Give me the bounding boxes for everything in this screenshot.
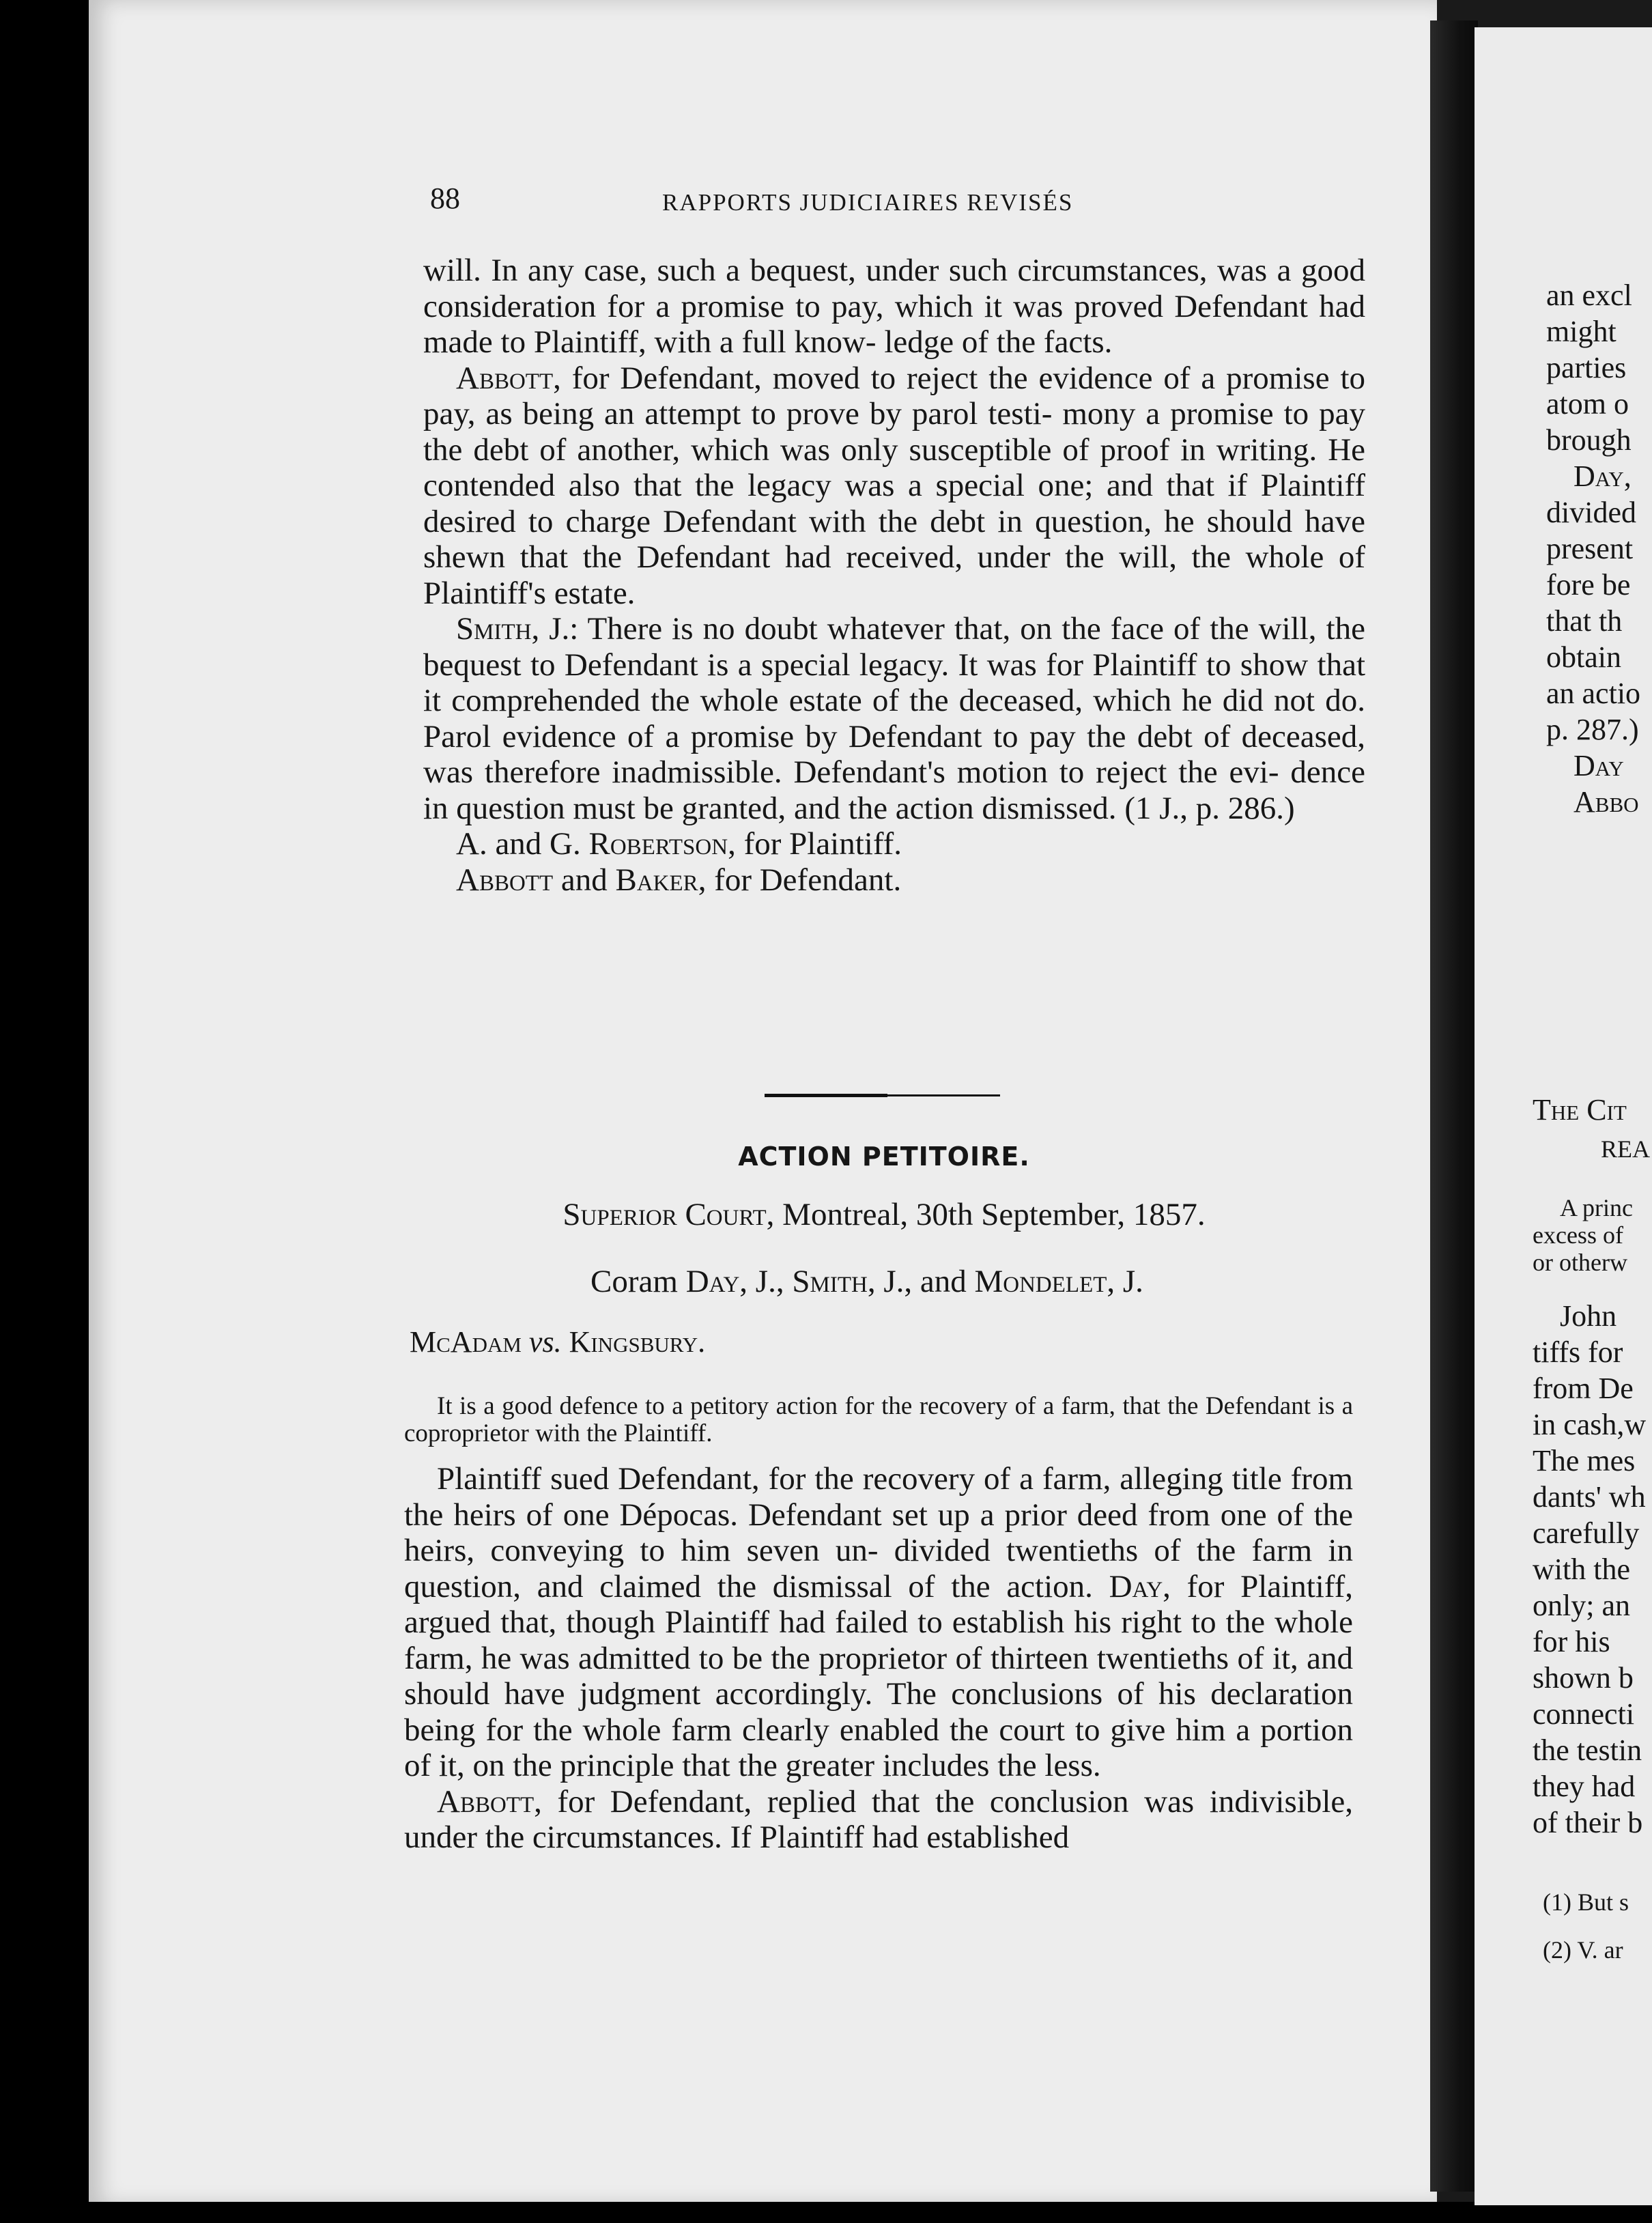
coram-line: Coram Day, J., Smith, J., and Mondelet, J. [590, 1264, 1143, 1299]
np-line: carefully [1533, 1516, 1640, 1550]
np-line: brough [1546, 423, 1632, 457]
np-line: excess of [1533, 1221, 1623, 1249]
np-line: shown b [1533, 1661, 1634, 1695]
np-line: an excl [1546, 279, 1632, 312]
np-line: they had [1533, 1770, 1636, 1803]
np-line: might [1546, 315, 1617, 348]
plaintiff-paragraph: Plaintiff sued Defendant, for the recovery of a farm, alleging title from the heirs of one Dépocas. Defendant set up a prior deed from one of the heirs, conveying to him seven un- divided twentieths of the farm in question, and claimed the dismissal of the action. Day, for Plaintiff, argued that, though Plaintiff had failed to establish his right to the whole farm, he was admitted to be the proprietor of thirteen twentieths of it, and should have judgment accordingly. The conclusions of his declaration being for the whole farm clearly enabled the court to give him a portion of it, on the principle that the greater includes the less. [404, 1461, 1354, 1783]
np-line: p. 287.) [1546, 713, 1639, 746]
np-line: Day, [1573, 459, 1632, 493]
np-line: an actio [1546, 677, 1641, 710]
scan-left-margin [0, 0, 89, 2223]
np-line: parties [1546, 351, 1627, 384]
np-line: in cash,w [1533, 1408, 1647, 1441]
np-line: with the [1533, 1553, 1630, 1586]
np-line: that th [1546, 604, 1623, 638]
case-parties: McAdam vs. Kingsbury. [410, 1325, 706, 1359]
counsel-plaintiff: A. and G. Robertson, for Plaintiff. [456, 826, 902, 862]
page-number: 88 [430, 182, 460, 215]
headnote: It is a good defence to a petitory action for the recovery of a farm, that the Defendant is a coproprietor with the Plaintiff. [404, 1392, 1354, 1447]
smith-judgment-paragraph: Smith, J.: There is no doubt whatever that, on the face of the will, the bequest to Defendant is a special legacy. It was for Plaintiff to show that it comprehended the whole estate of the deceased, which he did not do. Parol evidence of a promise by Defendant to pay the debt of deceased, was therefore inadmissible. Defendant's motion to reject the evi- dence in question must be granted, and the action dismissed. (1 J., p. 286.) [423, 611, 1366, 826]
continuation-paragraph: will. In any case, such a bequest, under such circumstances, was a good consideration for a promise to pay, which it was proved Defendant had made to Plaintiff, with a full know- ledge of the facts. [423, 253, 1366, 360]
np-line: John [1560, 1299, 1617, 1333]
body-text-top [423, 253, 1365, 898]
np-line: present [1546, 532, 1634, 565]
np-line: The mes [1533, 1444, 1636, 1477]
np-line: only; an [1533, 1589, 1630, 1622]
np-line: Abbo [1573, 785, 1639, 819]
np-line: or otherw [1533, 1249, 1627, 1276]
abbott-paragraph: Abbott, for Defendant, moved to reject the evidence of a promise to pay, as being an attempt to prove by parol testi- mony a promise to pay the debt of another, which was only susceptible of proof in writing. He contended also that the legacy was a special one; and that if Plaintiff desired to charge Defendant with the debt in question, he should have shewn that the Defendant had received, under the will, the whole of Plaintiff's estate. [423, 360, 1366, 611]
section-divider-thick [765, 1094, 887, 1097]
counsel-defendant: Abbott and Baker, for Defendant. [456, 862, 902, 898]
np-line: for his [1533, 1625, 1610, 1658]
np-footnote: (2) V. ar [1543, 1936, 1623, 1964]
running-head: RAPPORTS JUDICIAIRES REVISÉS [662, 189, 1074, 216]
np-line: fore be [1546, 568, 1631, 601]
np-line: REA [1601, 1135, 1650, 1163]
body-text-bottom [404, 1461, 1353, 1856]
np-line: obtain [1546, 640, 1621, 674]
np-line: A princ [1560, 1194, 1633, 1221]
page-gutter [1430, 20, 1478, 2192]
abbott-reply-paragraph: Abbott, for Defendant, replied that the conclusion was indivisible, under the circumstances. If Plaintiff had established [404, 1783, 1354, 1855]
np-line: divided [1546, 496, 1636, 529]
np-line: tiffs for [1533, 1335, 1623, 1369]
court-line: Superior Court, Montreal, 30th September, 1857. [562, 1197, 1206, 1232]
np-line: from De [1533, 1372, 1634, 1405]
np-line: dants' wh [1533, 1480, 1646, 1514]
np-line: of their b [1533, 1806, 1643, 1839]
section-divider-thin [887, 1094, 1000, 1096]
np-line: The Cit [1533, 1093, 1627, 1127]
page-header [403, 181, 1365, 222]
np-line: Day [1573, 749, 1624, 782]
scan-bottom-edge [89, 2202, 1652, 2223]
np-line: connecti [1533, 1697, 1635, 1731]
facing-page-fragment [1475, 27, 1652, 2205]
np-line: the testin [1533, 1733, 1642, 1767]
np-footnote: (1) But s [1543, 1888, 1629, 1916]
section-title: ACTION PETITOIRE. [738, 1142, 1030, 1172]
np-line: atom o [1546, 387, 1629, 421]
